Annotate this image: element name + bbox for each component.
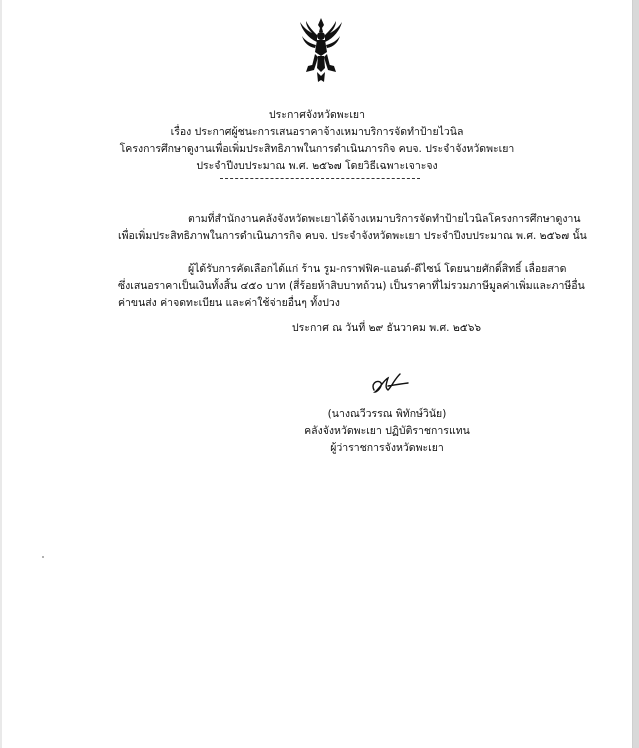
body-paragraph-1-line-2: เพื่อเพิ่มประสิทธิภาพในการดำเนินภารกิจ คบจ. ประจำจังหวัดพะเยา ประจำปีงบประมาณ พ.ศ. ๒๕๖๗ นั้น bbox=[118, 230, 587, 242]
announcement-project: โครงการศึกษาดูงานเพื่อเพิ่มประสิทธิภาพในการดำเนินภารกิจ คบจ. ประจำจังหวัดพะเยา bbox=[119, 143, 515, 155]
signatory-on-behalf: ผู้ว่าราชการจังหวัดพะเยา bbox=[330, 442, 444, 454]
body-paragraph-2-line-1: ผู้ได้รับการคัดเลือกได้แก่ ร้าน รูม-กราฟฟิค-แอนด์-ดีไซน์ โดยนายศักดิ์สิทธิ์ เลื่อยสาด bbox=[188, 263, 567, 275]
handwritten-signature bbox=[368, 370, 410, 398]
announcement-heading: ประกาศจังหวัดพะเยา bbox=[269, 109, 365, 121]
page-edge-shadow bbox=[633, 0, 639, 748]
body-paragraph-2-line-3: ค่าขนส่ง ค่าจดทะเบียน และค่าใช้จ่ายอื่นๆ ทั้งปวง bbox=[118, 297, 340, 309]
signatory-name: (นางณวีวรรณ พิทักษ์วินัย) bbox=[327, 408, 447, 420]
garuda-emblem-icon bbox=[298, 16, 344, 84]
signatory-position: คลังจังหวัดพะเยา ปฏิบัติราชการแทน bbox=[304, 425, 470, 437]
body-paragraph-1-line-1: ตามที่สำนักงานคลังจังหวัดพะเยาได้จ้างเหมาบริการจัดทำป้ายไวนิลโครงการศึกษาดูงาน bbox=[188, 213, 581, 225]
announcement-subject: เรื่อง ประกาศผู้ชนะการเสนอราคาจ้างเหมาบริการจัดทำป้ายไวนิล bbox=[170, 126, 464, 138]
announcement-fiscal-year: ประจำปีงบประมาณ พ.ศ. ๒๕๖๗ โดยวิธีเฉพาะเจาะจง bbox=[196, 160, 438, 172]
body-paragraph-2-line-2: ซึ่งเสนอราคาเป็นเงินทั้งสิ้น ๔๕๐ บาท (สี่ร้อยห้าสิบบาทถ้วน) เป็นราคาที่ไม่รวมภาษีมูลค่าเพิ่มและภาษีอื่น bbox=[118, 280, 585, 292]
scan-speck bbox=[42, 556, 44, 558]
section-divider bbox=[220, 178, 420, 179]
announcement-date: ประกาศ ณ วันที่ ๒๙ ธันวาคม พ.ศ. ๒๕๖๖ bbox=[292, 322, 482, 334]
document-page bbox=[2, 0, 632, 748]
